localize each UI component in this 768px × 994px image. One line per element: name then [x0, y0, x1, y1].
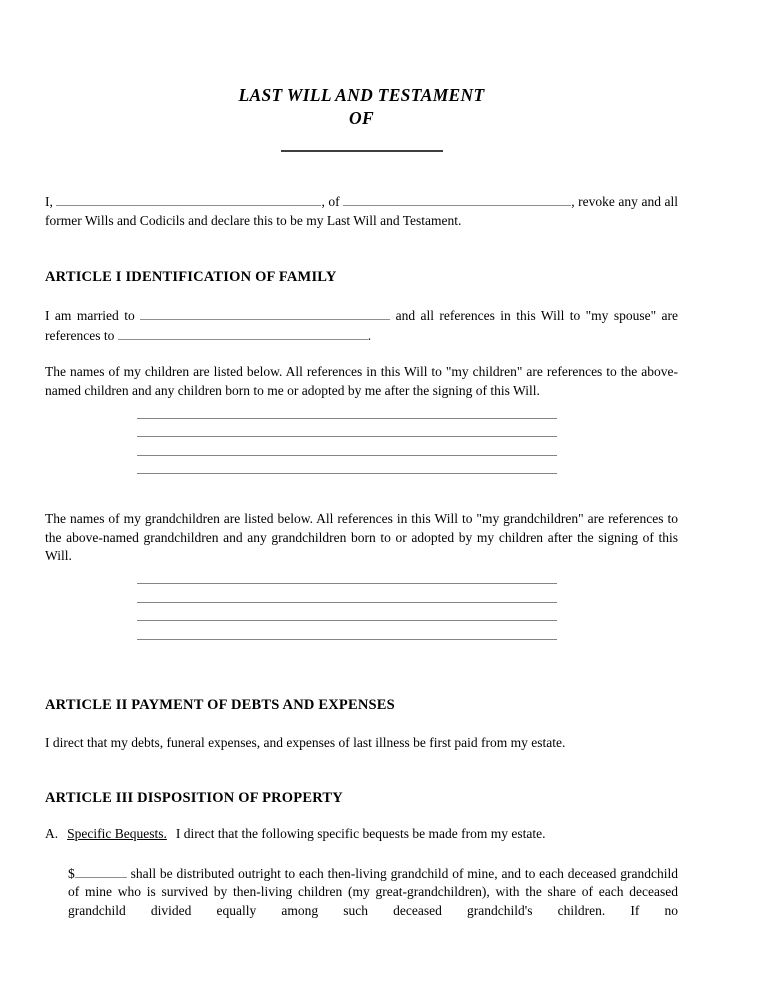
- grandchildren-paragraph: The names of my grandchildren are listed below. All references in this Will to "my grandchildren" are references to the above-named grandchildren and any grandchildren born to or adopted by my children after the signing of this Will.: [45, 511, 678, 563]
- item-letter: A.: [45, 826, 59, 841]
- grandchildren-name-lines: [137, 566, 557, 640]
- child-name-line[interactable]: [137, 456, 557, 475]
- specific-bequests-label: Specific Bequests.: [67, 826, 167, 841]
- married-text-pre: I am married to: [45, 308, 135, 323]
- spouse-name-field[interactable]: [140, 306, 390, 320]
- document-content: [45, 0, 678, 920]
- marriage-paragraph: [45, 306, 678, 345]
- grandchild-name-line[interactable]: [137, 621, 557, 640]
- children-paragraph: The names of my children are listed below. All references in this Will to "my children" are references to the above-named children and any children born to me or adopted by me after the signing of this Will.: [45, 364, 678, 398]
- children-name-lines: [137, 400, 557, 474]
- grandchild-name-line[interactable]: [137, 603, 557, 622]
- currency-symbol: $: [68, 865, 75, 881]
- grandchild-name-line[interactable]: [137, 584, 557, 603]
- spouse-reference-field[interactable]: [118, 326, 368, 340]
- document-title: [45, 0, 678, 130]
- article2-heading: ARTICLE II PAYMENT OF DEBTS AND EXPENSES: [45, 696, 395, 713]
- bequest-paragraph: [68, 864, 678, 921]
- testator-name-field[interactable]: [56, 192, 321, 206]
- debts-paragraph: I direct that my debts, funeral expenses, and expenses of last illness be first paid from my estate.: [45, 734, 566, 750]
- article1-heading: ARTICLE I IDENTIFICATION OF FAMILY: [45, 269, 337, 285]
- child-name-line[interactable]: [137, 437, 557, 456]
- specific-bequests-text: I direct that the following specific bequests be made from my estate.: [175, 826, 546, 841]
- specific-bequests-item: [45, 825, 678, 844]
- grandchild-name-line[interactable]: [137, 566, 557, 585]
- testator-residence-field[interactable]: [343, 192, 571, 206]
- opening-paragraph: [45, 192, 678, 230]
- bequest-amount-field[interactable]: [75, 864, 127, 878]
- married-text-mid: and all references in this Will to "my spouse" are references to: [45, 308, 679, 343]
- opening-text-pre: I,: [45, 194, 53, 209]
- testator-name-blank[interactable]: [281, 150, 443, 152]
- opening-text-mid: , of: [321, 194, 340, 209]
- article3-heading: ARTICLE III DISPOSITION OF PROPERTY: [45, 790, 343, 806]
- child-name-line[interactable]: [137, 400, 557, 419]
- bequest-text: shall be distributed outright to each then-living grandchild of mine, and to each deceased grandchild of mine who is survived by then-living children (my great-grandchildren), with the share of each deceased grandchild divided equally among such deceased grandchild's children. If no: [68, 865, 678, 918]
- opening-text-post: , revoke any and all former Wills and Codicils and declare this to be my Last Will and Testament.: [45, 194, 679, 228]
- document-title-line1: LAST WILL AND TESTAMENT: [238, 85, 485, 105]
- married-text-post: .: [367, 327, 372, 343]
- child-name-line[interactable]: [137, 419, 557, 438]
- document-title-line2: OF: [349, 108, 374, 128]
